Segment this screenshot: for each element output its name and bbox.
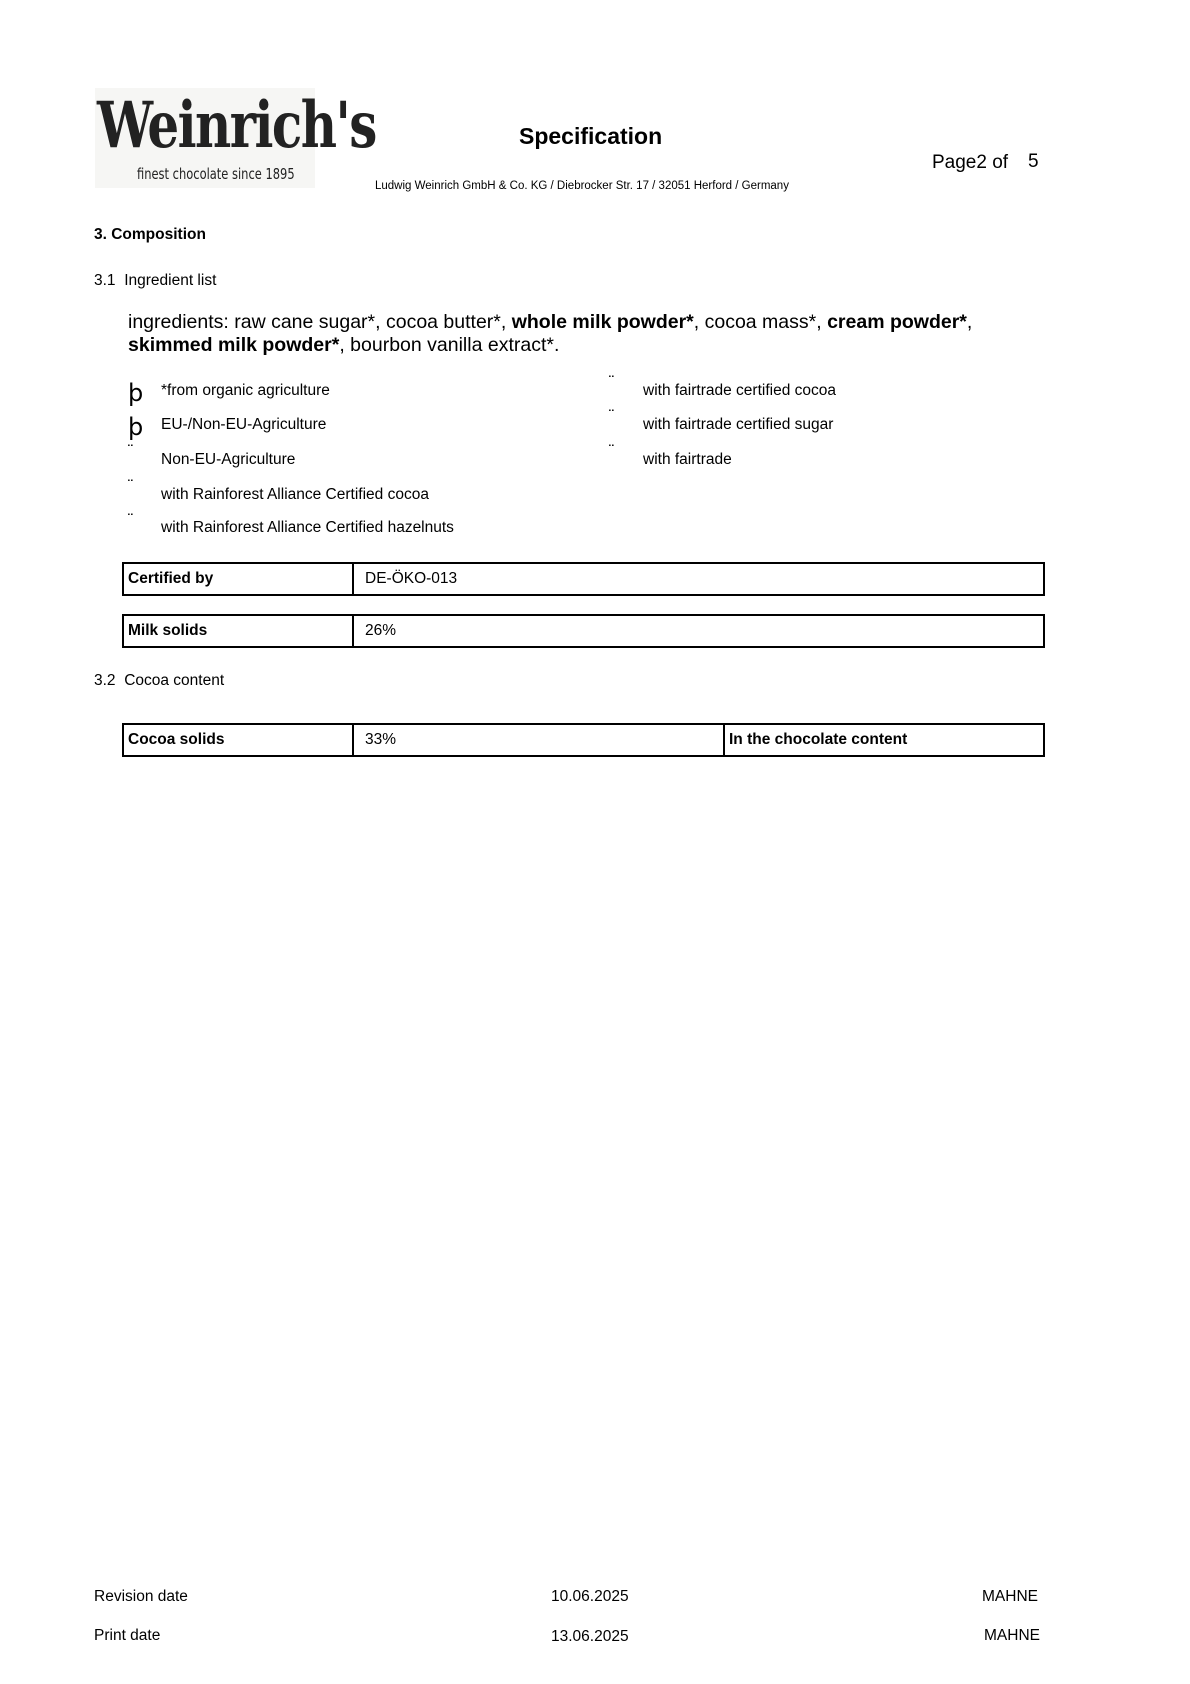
table-row <box>123 563 1044 595</box>
milk-solids-table <box>122 614 1045 648</box>
allergen-cream: cream powder* <box>827 311 967 333</box>
subsection-label: Cocoa content <box>124 672 225 689</box>
print-user: MAHNE <box>984 1627 1040 1644</box>
subsection-label: Ingredient list <box>124 272 217 289</box>
company-logo <box>95 88 376 188</box>
cocoa-solids-value: 33% <box>353 724 724 756</box>
section-heading: 3. Composition <box>94 226 206 243</box>
logo-wordmark: Weinrich's <box>97 88 376 163</box>
subsection-number: 3.1 <box>94 272 116 289</box>
checkbox-empty-icon: ¨ <box>609 406 615 422</box>
page-label: Page <box>932 152 977 173</box>
revision-date-label: Revision date <box>94 1588 188 1605</box>
subsection-number: 3.2 <box>94 672 116 689</box>
certified-by-value: DE-ÖKO-013 <box>353 563 1044 595</box>
certified-by-label: Certified by <box>123 563 353 595</box>
cocoa-solids-table <box>122 723 1045 757</box>
print-date-value: 13.06.2025 <box>551 1628 629 1645</box>
milk-solids-label: Milk solids <box>123 615 353 647</box>
legend-item: with fairtrade <box>643 451 732 468</box>
legend-item: with Rainforest Alliance Certified cocoa <box>161 486 429 503</box>
checkbox-empty-icon: ¨ <box>609 441 615 457</box>
checkbox-empty-icon: ¨ <box>128 510 134 526</box>
checkbox-empty-icon: ¨ <box>128 441 134 457</box>
checkbox-empty-icon: ¨ <box>609 372 615 388</box>
checkbox-empty-icon: ¨ <box>128 476 134 492</box>
checkbox-checked-icon: þ <box>128 379 144 407</box>
page-current: 2 <box>976 152 987 173</box>
company-address: Ludwig Weinrich GmbH & Co. KG / Diebrocker Str. 17 / 32051 Herford / Germany <box>375 180 789 192</box>
print-date-label: Print date <box>94 1627 161 1644</box>
document-title: Specification <box>519 123 663 149</box>
legend-item: with Rainforest Alliance Certified hazelnuts <box>161 519 454 536</box>
certified-by-table <box>122 562 1045 596</box>
legend-item: *from organic agriculture <box>161 382 330 399</box>
legend-item: Non-EU-Agriculture <box>161 451 296 468</box>
subsection-ingredient-list <box>94 272 216 290</box>
legend-item: EU-/Non-EU-Agriculture <box>161 416 327 433</box>
cocoa-solids-note: In the chocolate content <box>724 724 1044 756</box>
revision-date-value: 10.06.2025 <box>551 1588 629 1605</box>
page-total: 5 <box>1028 151 1039 172</box>
cocoa-solids-label: Cocoa solids <box>123 724 353 756</box>
legend-item: with fairtrade certified cocoa <box>643 382 836 399</box>
allergen-whole-milk: whole milk powder* <box>511 311 694 333</box>
allergen-skimmed-milk: skimmed milk powder* <box>128 334 340 356</box>
table-row <box>123 615 1044 647</box>
page-indicator <box>932 152 1008 174</box>
revision-user: MAHNE <box>982 1588 1038 1605</box>
ingredients-text: ingredients: raw cane sugar*, cocoa butter*, whole milk powder*, cocoa mass*, cream powder*, skimmed milk powder*, bourbon vanilla extract*. <box>128 311 973 356</box>
subsection-cocoa-content <box>94 672 224 690</box>
legend-item: with fairtrade certified sugar <box>643 416 834 433</box>
logo-tagline: finest chocolate since 1895 <box>137 165 295 183</box>
checkbox-checked-icon: þ <box>128 413 144 441</box>
table-row <box>123 724 1044 756</box>
milk-solids-value: 26% <box>353 615 1044 647</box>
page-of: of <box>992 152 1009 173</box>
